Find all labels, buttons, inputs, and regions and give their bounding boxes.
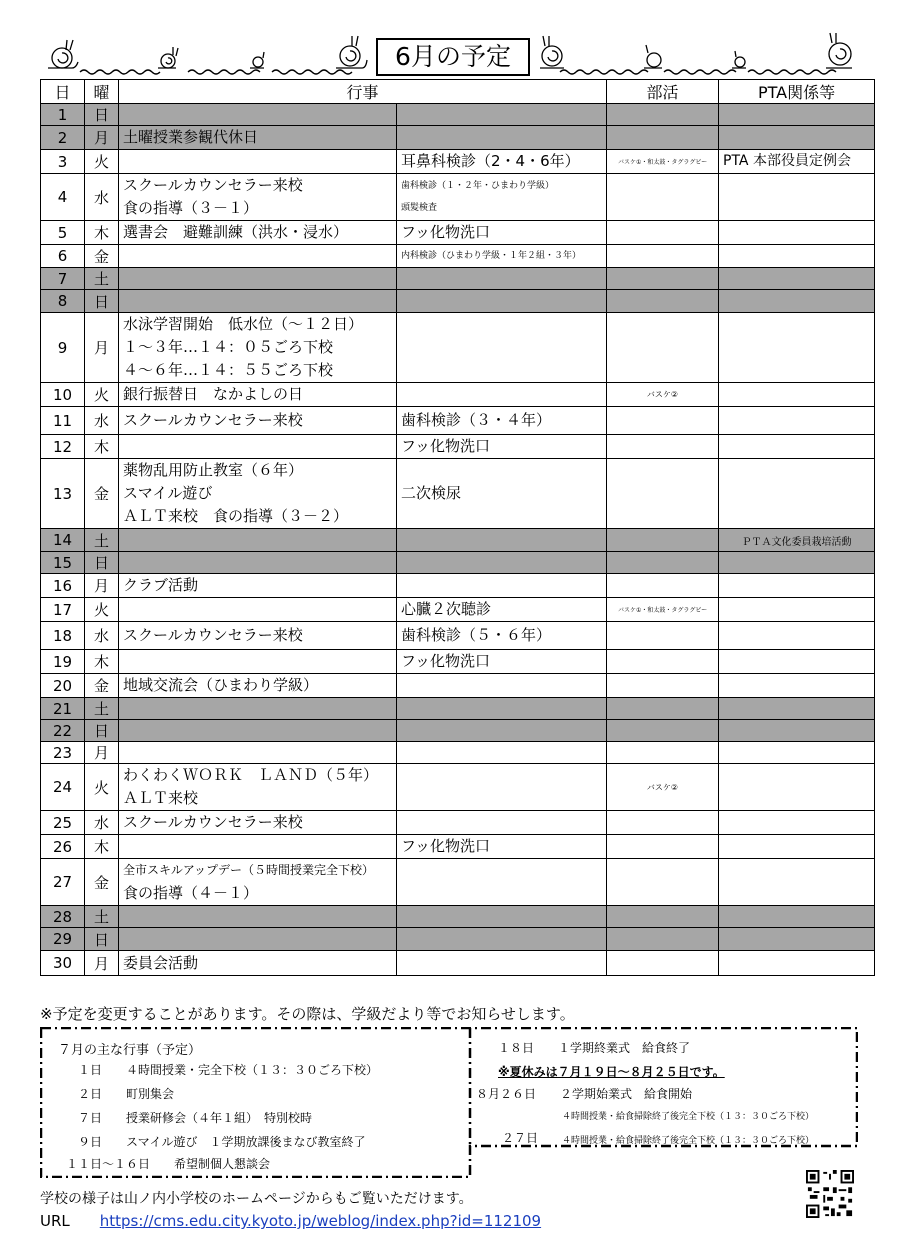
weekday-cell: 土 xyxy=(85,268,119,290)
weekday-cell: 日 xyxy=(85,928,119,951)
day-cell: 9 xyxy=(41,313,85,383)
day-cell: 13 xyxy=(41,459,85,529)
day-cell: 28 xyxy=(41,906,85,928)
july-item: １８日 １学期終業式 給食終了 xyxy=(498,1041,691,1055)
event-line: 食の指導（３－１） xyxy=(123,199,259,217)
event-cell xyxy=(119,742,397,764)
homepage-info: 学校の様子は山ノ内小学校のホームページからもご覧いただけます。 xyxy=(40,1191,473,1207)
event-cell xyxy=(119,150,397,174)
club-cell xyxy=(607,928,719,951)
health-cell xyxy=(397,407,607,435)
day-cell: 20 xyxy=(41,674,85,698)
day-cell: 25 xyxy=(41,811,85,835)
table-row xyxy=(41,574,875,598)
health-cell xyxy=(397,290,607,313)
table-row xyxy=(41,906,875,928)
day-cell: 8 xyxy=(41,290,85,313)
header-club: 部活 xyxy=(607,80,719,104)
event-line: 銀行振替日 なかよしの日 xyxy=(123,385,304,403)
health-event-line: 歯科検診（３・４年） xyxy=(401,411,552,429)
health-cell xyxy=(397,764,607,811)
club-text: バスケ①・和太鼓・タグラグビー xyxy=(617,159,708,166)
table-row xyxy=(41,407,875,435)
event-cell xyxy=(119,622,397,650)
pta-cell xyxy=(719,221,875,245)
table-row xyxy=(41,150,875,174)
health-event-line: 歯科検診（５・６年） xyxy=(401,626,552,644)
table-row xyxy=(41,742,875,764)
event-cell xyxy=(119,552,397,574)
health-cell xyxy=(397,622,607,650)
url-line xyxy=(40,1212,541,1230)
event-cell xyxy=(119,126,397,150)
club-cell xyxy=(607,574,719,598)
club-cell xyxy=(607,742,719,764)
july-title: ７月の主な行事（予定） xyxy=(58,1043,202,1058)
table-row xyxy=(41,928,875,951)
pta-cell xyxy=(719,674,875,698)
weekday-cell: 土 xyxy=(85,906,119,928)
club-cell xyxy=(607,552,719,574)
july-item: ８月２６日 ２学期始業式 給食開始 xyxy=(476,1087,693,1101)
table-row xyxy=(41,698,875,720)
pta-cell xyxy=(719,859,875,906)
club-cell xyxy=(607,221,719,245)
header-day: 日 xyxy=(41,80,85,104)
event-line: ＡＬＴ来校 xyxy=(123,789,199,807)
table-row xyxy=(41,598,875,622)
table-row xyxy=(41,811,875,835)
day-cell: 15 xyxy=(41,552,85,574)
july-events-box xyxy=(40,1027,858,1178)
pta-cell xyxy=(719,622,875,650)
pta-cell xyxy=(719,598,875,622)
day-cell: 17 xyxy=(41,598,85,622)
july-item: １１日～１６日 希望制個人懇談会 xyxy=(66,1157,271,1171)
weekday-cell: 月 xyxy=(85,126,119,150)
pta-cell xyxy=(719,698,875,720)
weekday-cell: 月 xyxy=(85,574,119,598)
pta-cell xyxy=(719,835,875,859)
day-cell: 30 xyxy=(41,951,85,976)
pta-cell xyxy=(719,126,875,150)
day-cell: 10 xyxy=(41,383,85,407)
day-cell: 7 xyxy=(41,268,85,290)
pta-cell xyxy=(719,928,875,951)
table-row xyxy=(41,650,875,674)
day-cell: 2 xyxy=(41,126,85,150)
july-item: ４時間授業・給食掃除終了後完全下校（１３：３０ごろ下校） xyxy=(562,1112,815,1122)
weekday-cell: 木 xyxy=(85,835,119,859)
pta-cell xyxy=(719,811,875,835)
event-cell xyxy=(119,698,397,720)
weekday-cell: 水 xyxy=(85,622,119,650)
weekday-cell: 月 xyxy=(85,951,119,976)
event-line: １～３年…１４：０５ごろ下校 xyxy=(123,338,334,356)
table-row xyxy=(41,245,875,268)
event-cell xyxy=(119,574,397,598)
weekday-cell: 火 xyxy=(85,383,119,407)
table-row xyxy=(41,674,875,698)
event-cell xyxy=(119,951,397,976)
weekday-cell: 火 xyxy=(85,150,119,174)
health-cell xyxy=(397,928,607,951)
table-row xyxy=(41,622,875,650)
club-text: バスケ①・和太鼓・タグラグビー xyxy=(617,607,708,614)
day-cell: 23 xyxy=(41,742,85,764)
header-weekday: 曜 xyxy=(85,80,119,104)
pta-cell xyxy=(719,552,875,574)
event-line: ＡＬＴ来校 食の指導（３－２） xyxy=(123,507,349,525)
weekday-cell: 日 xyxy=(85,552,119,574)
health-cell xyxy=(397,859,607,906)
pta-cell xyxy=(719,313,875,383)
event-cell xyxy=(119,268,397,290)
day-cell: 18 xyxy=(41,622,85,650)
pta-cell xyxy=(719,407,875,435)
health-cell xyxy=(397,720,607,742)
table-row xyxy=(41,859,875,906)
event-line: クラブ活動 xyxy=(123,576,199,594)
club-cell xyxy=(607,459,719,529)
event-cell xyxy=(119,650,397,674)
school-homepage-link[interactable]: https://cms.edu.city.kyoto.jp/weblog/index.php?id=112109 xyxy=(99,1212,542,1230)
club-cell xyxy=(607,268,719,290)
weekday-cell: 木 xyxy=(85,435,119,459)
event-cell xyxy=(119,407,397,435)
health-cell xyxy=(397,574,607,598)
day-cell: 24 xyxy=(41,764,85,811)
pta-cell xyxy=(719,290,875,313)
day-cell: 11 xyxy=(41,407,85,435)
event-line: 食の指導（４－１） xyxy=(123,884,259,902)
health-event-line: 頭髪検査 xyxy=(401,203,438,213)
day-cell: 12 xyxy=(41,435,85,459)
july-item: ９日 スマイル遊び １学期放課後まなび教室終了 xyxy=(78,1135,366,1149)
health-event-line: 心臓２次聴診 xyxy=(401,600,492,618)
event-cell xyxy=(119,245,397,268)
table-header-row xyxy=(41,80,875,104)
event-line: 選書会 避難訓練（洪水・浸水） xyxy=(123,223,349,241)
day-cell: 22 xyxy=(41,720,85,742)
day-cell: 19 xyxy=(41,650,85,674)
pta-cell xyxy=(719,742,875,764)
table-row xyxy=(41,268,875,290)
health-cell xyxy=(397,221,607,245)
weekday-cell: 日 xyxy=(85,290,119,313)
pta-cell xyxy=(719,574,875,598)
table-row xyxy=(41,104,875,126)
club-cell xyxy=(607,859,719,906)
health-event-line: フッ化物洗口 xyxy=(401,652,490,670)
pta-text: PTA 本部役員定例会 xyxy=(723,153,851,169)
event-cell xyxy=(119,928,397,951)
table-row xyxy=(41,290,875,313)
weekday-cell: 火 xyxy=(85,764,119,811)
table-row xyxy=(41,529,875,552)
health-cell xyxy=(397,459,607,529)
day-cell: 5 xyxy=(41,221,85,245)
health-cell xyxy=(397,811,607,835)
event-cell xyxy=(119,459,397,529)
page-title: 6月の予定 xyxy=(376,38,530,76)
weekday-cell: 土 xyxy=(85,529,119,552)
event-line: わくわくＷＯＲＫ ＬＡＮＤ（５年） xyxy=(123,766,379,784)
health-cell xyxy=(397,529,607,552)
table-row xyxy=(41,720,875,742)
health-cell xyxy=(397,268,607,290)
july-item: ２日 町別集会 xyxy=(78,1087,175,1101)
day-cell: 3 xyxy=(41,150,85,174)
day-cell: 26 xyxy=(41,835,85,859)
july-item-day: ２７日 xyxy=(502,1131,539,1145)
health-cell xyxy=(397,313,607,383)
event-cell xyxy=(119,859,397,906)
event-cell xyxy=(119,906,397,928)
weekday-cell: 金 xyxy=(85,245,119,268)
event-cell xyxy=(119,435,397,459)
weekday-cell: 金 xyxy=(85,674,119,698)
club-cell xyxy=(607,622,719,650)
weekday-cell: 土 xyxy=(85,698,119,720)
pta-cell xyxy=(719,383,875,407)
day-cell: 6 xyxy=(41,245,85,268)
pta-cell xyxy=(719,529,875,552)
event-line: スクールカウンセラー来校 xyxy=(123,813,303,831)
pta-cell xyxy=(719,435,875,459)
header xyxy=(40,28,874,78)
table-row xyxy=(41,435,875,459)
day-cell: 14 xyxy=(41,529,85,552)
weekday-cell: 水 xyxy=(85,407,119,435)
pta-cell xyxy=(719,150,875,174)
event-line: スマイル遊び xyxy=(123,484,213,502)
weekday-cell: 木 xyxy=(85,221,119,245)
event-line: 薬物乱用防止教室（６年） xyxy=(123,461,304,479)
pta-text: ＰＴＡ文化委員栽培活動 xyxy=(741,536,852,548)
event-line: ４～６年…１４：５５ごろ下校 xyxy=(123,361,334,379)
qr-code-icon xyxy=(806,1170,854,1218)
health-event-line: 内科検診（ひまわり学級・１年２組・３年） xyxy=(401,251,582,261)
table-row xyxy=(41,221,875,245)
club-cell xyxy=(607,698,719,720)
july-item: ７日 授業研修会（４年１組） 特別校時 xyxy=(78,1111,313,1125)
health-cell xyxy=(397,598,607,622)
table-row xyxy=(41,383,875,407)
summer-vacation-note: ※夏休みは７月１９日～８月２５日です。 xyxy=(498,1065,725,1079)
table-row xyxy=(41,835,875,859)
event-cell xyxy=(119,221,397,245)
weekday-cell: 木 xyxy=(85,650,119,674)
weekday-cell: 金 xyxy=(85,859,119,906)
pta-cell xyxy=(719,906,875,928)
event-cell xyxy=(119,104,397,126)
event-cell xyxy=(119,674,397,698)
club-text: バスケ② xyxy=(646,390,679,399)
table-row xyxy=(41,764,875,811)
july-item: １日 ４時間授業・完全下校（１３：３０ごろ下校） xyxy=(78,1063,379,1077)
event-cell xyxy=(119,383,397,407)
event-cell xyxy=(119,720,397,742)
pta-cell xyxy=(719,951,875,976)
health-event-line: 歯科検診（１・２年・ひまわり学級） xyxy=(401,181,555,191)
pta-cell xyxy=(719,174,875,221)
table-row xyxy=(41,126,875,150)
club-cell xyxy=(607,906,719,928)
event-cell xyxy=(119,174,397,221)
day-cell: 4 xyxy=(41,174,85,221)
club-cell xyxy=(607,174,719,221)
club-cell xyxy=(607,150,719,174)
health-cell xyxy=(397,435,607,459)
club-cell xyxy=(607,650,719,674)
weekday-cell: 月 xyxy=(85,742,119,764)
health-cell xyxy=(397,245,607,268)
event-line: 全市スキルアップデー（５時間授業完全下校） xyxy=(123,863,375,877)
weekday-cell: 金 xyxy=(85,459,119,529)
day-cell: 21 xyxy=(41,698,85,720)
weekday-cell: 火 xyxy=(85,598,119,622)
health-cell xyxy=(397,742,607,764)
table-row xyxy=(41,174,875,221)
url-label: URL xyxy=(40,1212,70,1230)
health-cell xyxy=(397,383,607,407)
club-cell xyxy=(607,674,719,698)
health-cell xyxy=(397,104,607,126)
pta-cell xyxy=(719,104,875,126)
weekday-cell: 日 xyxy=(85,720,119,742)
july-item: ４時間授業・給食掃除終了後完全下校（１３：３０ごろ下校） xyxy=(562,1136,815,1146)
table-row xyxy=(41,313,875,383)
club-cell xyxy=(607,383,719,407)
health-cell xyxy=(397,698,607,720)
club-cell xyxy=(607,104,719,126)
pta-cell xyxy=(719,720,875,742)
event-line: スクールカウンセラー来校 xyxy=(123,626,303,644)
day-cell: 16 xyxy=(41,574,85,598)
health-cell xyxy=(397,674,607,698)
event-cell xyxy=(119,835,397,859)
table-row xyxy=(41,951,875,976)
club-cell xyxy=(607,407,719,435)
club-text: バスケ② xyxy=(646,782,679,792)
pta-cell xyxy=(719,764,875,811)
weekday-cell: 水 xyxy=(85,811,119,835)
header-pta: PTA関係等 xyxy=(719,80,875,104)
event-line: 水泳学習開始 低水位（～１２日） xyxy=(123,315,364,333)
day-cell: 27 xyxy=(41,859,85,906)
weekday-cell: 水 xyxy=(85,174,119,221)
health-cell xyxy=(397,150,607,174)
health-event-line: フッ化物洗口 xyxy=(401,437,490,455)
event-cell xyxy=(119,764,397,811)
health-cell xyxy=(397,650,607,674)
event-line: 地域交流会（ひまわり学級） xyxy=(123,676,319,694)
schedule-table xyxy=(40,79,875,976)
event-cell xyxy=(119,313,397,383)
pta-cell xyxy=(719,650,875,674)
event-line: 委員会活動 xyxy=(123,953,199,972)
table-row xyxy=(41,552,875,574)
health-event-line: フッ化物洗口 xyxy=(401,223,490,241)
pta-cell xyxy=(719,459,875,529)
club-cell xyxy=(607,951,719,976)
health-event-line: 耳鼻科検診（2・4・6年） xyxy=(401,152,580,170)
pta-cell xyxy=(719,268,875,290)
club-cell xyxy=(607,126,719,150)
club-cell xyxy=(607,529,719,552)
health-cell xyxy=(397,906,607,928)
event-cell xyxy=(119,529,397,552)
event-line: スクールカウンセラー来校 xyxy=(123,176,303,194)
event-cell xyxy=(119,290,397,313)
table-row xyxy=(41,459,875,529)
club-cell xyxy=(607,598,719,622)
club-cell xyxy=(607,811,719,835)
change-notice: ※予定を変更することがあります。その際は、学級だより等でお知らせします。 xyxy=(40,1005,575,1023)
health-cell xyxy=(397,174,607,221)
health-cell xyxy=(397,951,607,976)
weekday-cell: 月 xyxy=(85,313,119,383)
event-line: 土曜授業参観代休日 xyxy=(123,128,259,146)
health-cell xyxy=(397,552,607,574)
weekday-cell: 日 xyxy=(85,104,119,126)
health-event-line: 二次検尿 xyxy=(401,484,462,502)
event-line: スクールカウンセラー来校 xyxy=(123,411,303,429)
club-cell xyxy=(607,720,719,742)
pta-cell xyxy=(719,245,875,268)
club-cell xyxy=(607,245,719,268)
day-cell: 29 xyxy=(41,928,85,951)
event-cell xyxy=(119,598,397,622)
event-cell xyxy=(119,811,397,835)
health-cell xyxy=(397,835,607,859)
header-events: 行事 xyxy=(119,80,607,104)
health-cell xyxy=(397,126,607,150)
day-cell: 1 xyxy=(41,104,85,126)
health-event-line: フッ化物洗口 xyxy=(401,837,490,855)
club-cell xyxy=(607,290,719,313)
club-cell xyxy=(607,764,719,811)
club-cell xyxy=(607,313,719,383)
schedule-body xyxy=(41,104,875,976)
club-cell xyxy=(607,435,719,459)
club-cell xyxy=(607,835,719,859)
